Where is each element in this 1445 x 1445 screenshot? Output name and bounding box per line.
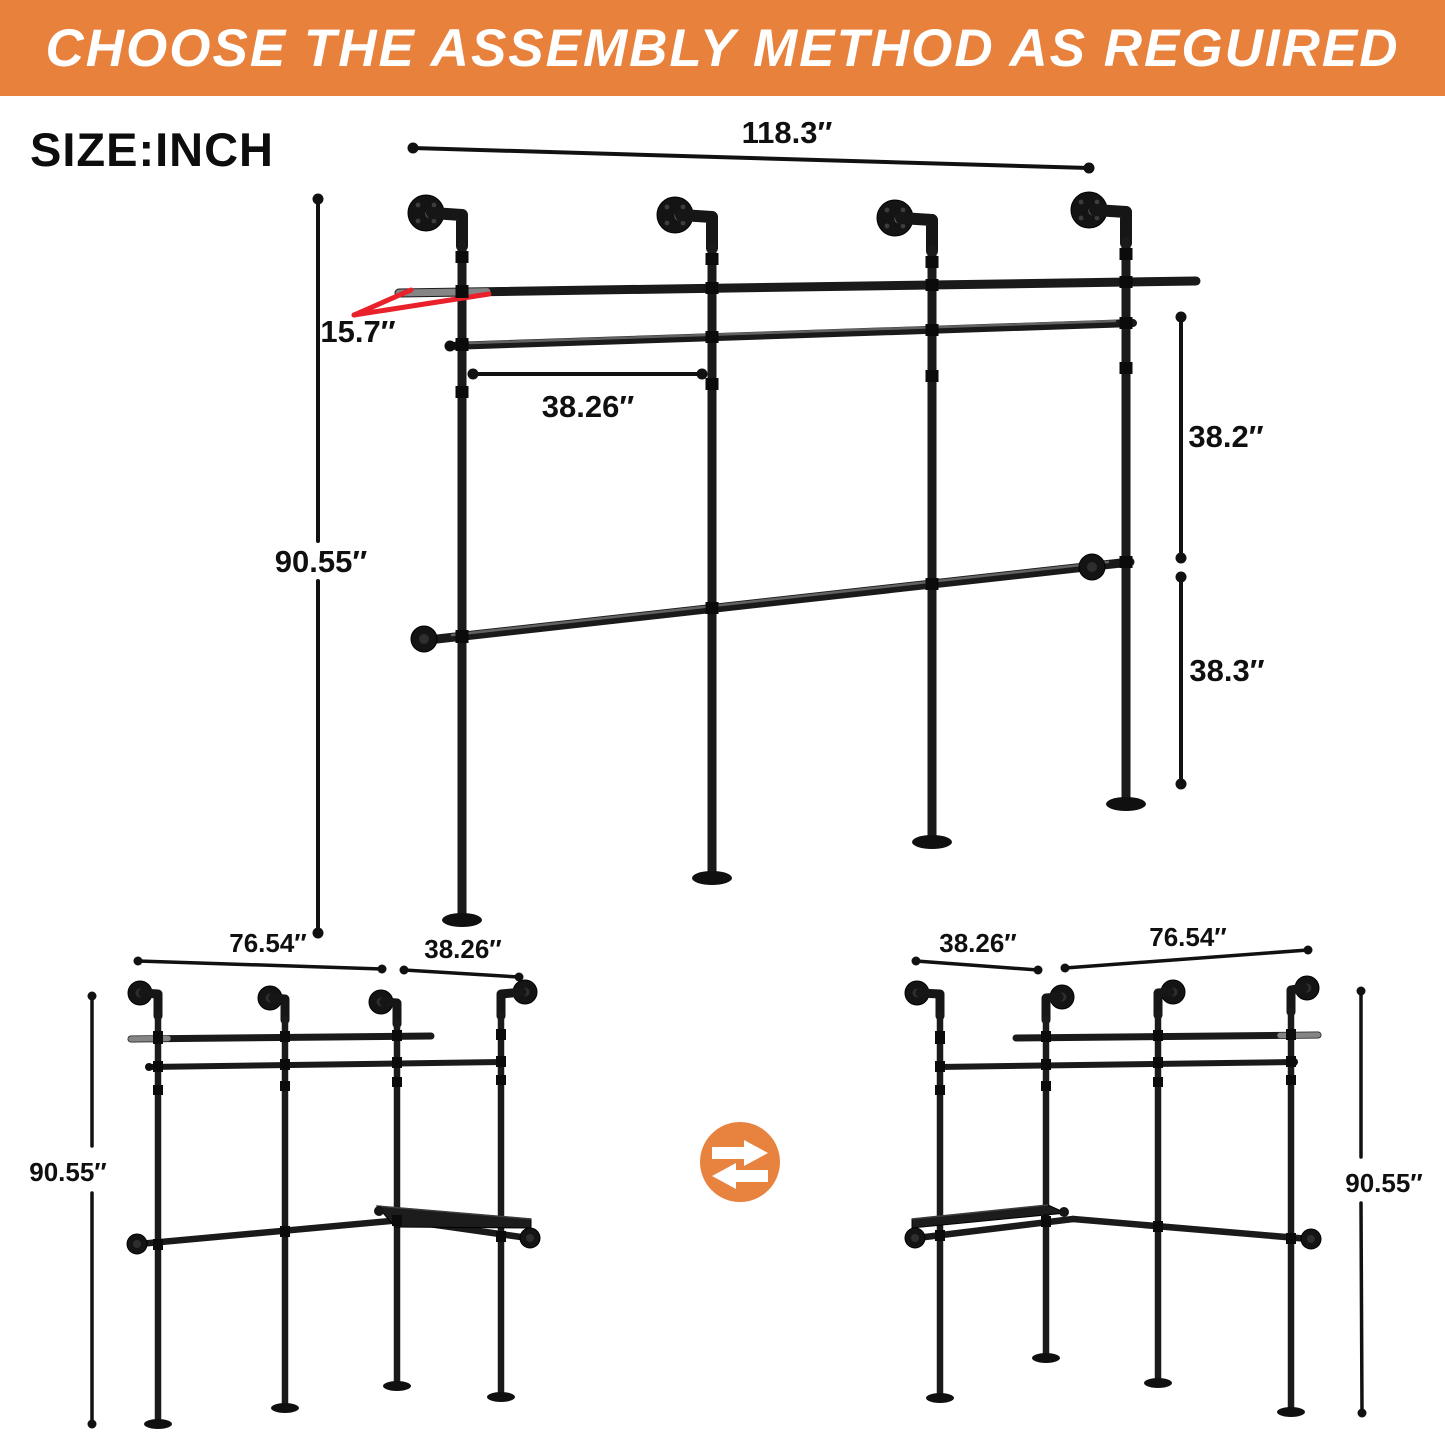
elbow-pipe <box>681 215 712 248</box>
dim-total-height <box>275 194 368 939</box>
hanging-rod <box>938 1062 1294 1067</box>
wall-flanges <box>408 192 1126 251</box>
main-rack-diagram <box>275 115 1265 939</box>
dim-section-width <box>468 369 708 425</box>
dim-label-upper-section: 38.2″ <box>1188 419 1264 454</box>
floor-flanges <box>926 1353 1305 1417</box>
shelf-board <box>1016 1035 1318 1038</box>
lower-hanging-rod <box>411 554 1130 652</box>
dim-label-corner-width: 38.26″ <box>424 934 502 964</box>
rod-end-cap <box>445 341 456 352</box>
dim-label-section-width: 38.26″ <box>541 389 635 424</box>
floor-flange <box>692 871 732 885</box>
dim-wall-width <box>1061 922 1313 973</box>
floor-flange <box>144 1419 172 1429</box>
floor-flanges <box>144 1381 515 1429</box>
floor-flange <box>912 835 952 849</box>
upper-hanging-rod <box>145 1062 501 1071</box>
top-shelf <box>399 281 1196 293</box>
dim-corner-width <box>400 934 524 982</box>
corner-left-diagram <box>29 928 540 1429</box>
elbow-pipe <box>920 993 940 1016</box>
dim-label-lower-section: 38.3″ <box>1189 653 1265 688</box>
size-unit-label: SIZE:INCH <box>30 123 274 176</box>
shelf-board <box>399 281 1196 293</box>
shelf-rod-cap <box>1059 1207 1069 1217</box>
elbow-pipe <box>501 992 522 1016</box>
floor-flanges <box>442 797 1146 927</box>
dim-label-total-width: 118.3″ <box>741 115 833 150</box>
banner-title: CHOOSE THE ASSEMBLY METHOD AS REGUIRED <box>45 18 1400 78</box>
dim-label-corner-width: 38.26″ <box>939 928 1017 958</box>
rod-end-cap <box>145 1063 153 1071</box>
dim-height <box>29 992 107 1429</box>
wall-flanges <box>905 976 1319 1020</box>
dim-total-width <box>408 115 1095 174</box>
hanging-rod <box>149 1062 501 1067</box>
hanging-rod <box>428 562 1130 640</box>
hanging-rod <box>450 323 1133 346</box>
floor-flange <box>383 1381 411 1391</box>
floor-flange <box>1144 1378 1172 1388</box>
dim-label-total-height: 90.55″ <box>274 544 368 579</box>
shelf-rod-cap <box>374 1206 384 1216</box>
dim-label-wall-width: 76.54″ <box>229 928 307 958</box>
dim-label-height: 90.55″ <box>1345 1168 1423 1198</box>
corner-right-diagram <box>905 922 1423 1418</box>
upper-hanging-rod <box>445 321 1134 352</box>
floor-flange <box>1277 1407 1305 1417</box>
dim-label-wall-width: 76.54″ <box>1149 922 1227 952</box>
floor-flange <box>271 1403 299 1413</box>
dim-wall-width <box>134 928 387 974</box>
floor-flange <box>487 1392 515 1402</box>
vertical-posts <box>940 1010 1291 1409</box>
elbow-pipe <box>901 218 932 251</box>
lower-hanging-rod <box>905 1219 1321 1249</box>
dim-label-shelf-depth: 15.7″ <box>320 314 396 349</box>
hanging-rod <box>1073 1219 1309 1239</box>
top-shelf <box>1016 1035 1318 1038</box>
elbow-pipe <box>1095 210 1126 243</box>
wall-flanges <box>128 980 537 1024</box>
floor-flange <box>926 1393 954 1403</box>
floor-flange <box>1032 1353 1060 1363</box>
upper-hanging-rod <box>938 1058 1298 1067</box>
dim-upper-section <box>1176 312 1264 564</box>
pipe-couplings <box>462 248 1126 643</box>
swap-icon-circle <box>700 1122 780 1202</box>
dim-lower-section <box>1176 572 1265 790</box>
dim-corner-width <box>912 928 1043 975</box>
floor-flange <box>442 913 482 927</box>
floor-flange <box>1106 797 1146 811</box>
dim-label-height: 90.55″ <box>29 1157 107 1187</box>
hanging-rod <box>139 1220 401 1244</box>
swap-icon <box>700 1122 780 1202</box>
elbow-pipe <box>432 213 462 246</box>
dim-height <box>1345 987 1423 1418</box>
